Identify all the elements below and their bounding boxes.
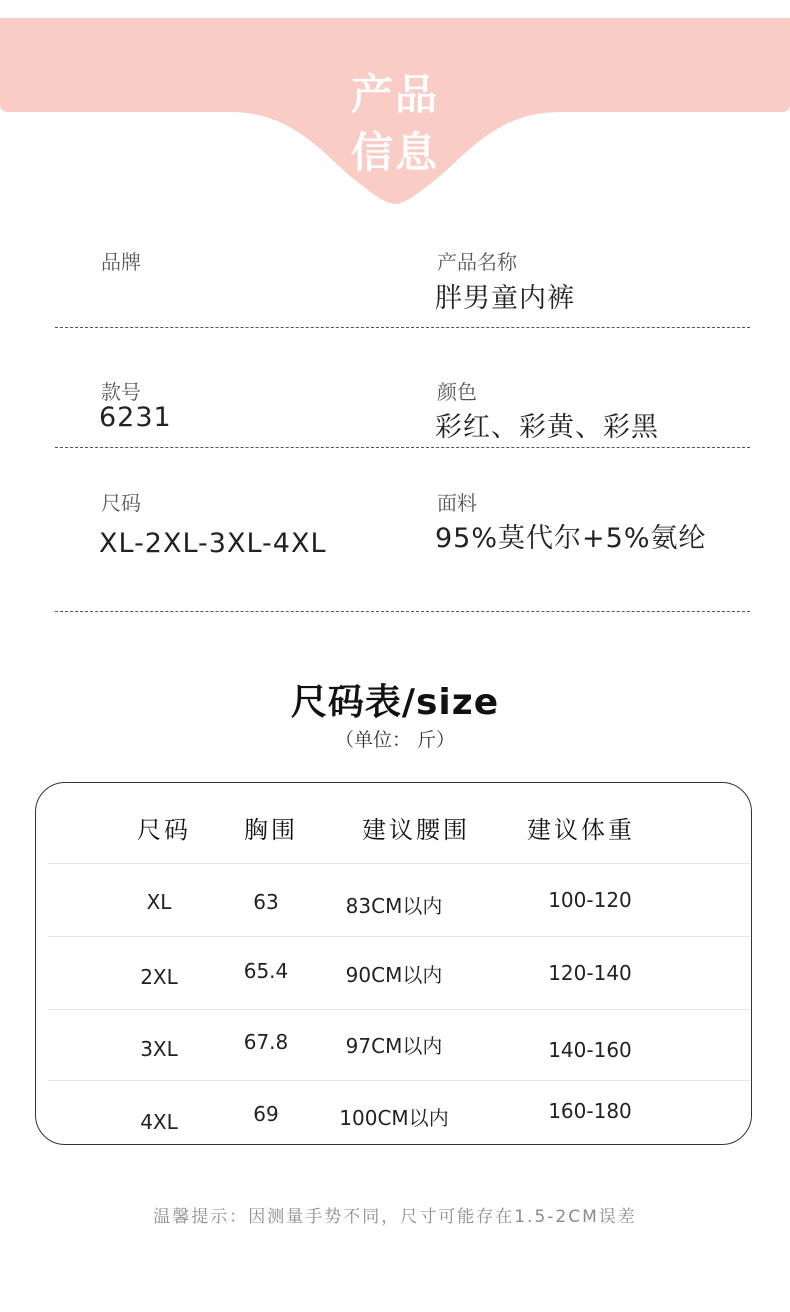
table-cell: 2XL [140,965,178,989]
banner-title-line2: 信息 [350,128,439,177]
table-cell: 65.4 [243,959,289,983]
banner-title-line1: 产品 [350,70,439,119]
table-cell: 4XL [140,1110,178,1134]
row-divider [48,1009,750,1010]
table-cell: 69 [253,1102,279,1126]
color-value: 彩红、彩黄、彩黑 [435,412,659,443]
divider-1 [55,327,750,328]
table-cell: 83CM以内 [345,894,443,918]
table-cell: 100-120 [548,888,632,912]
color-label: 颜色 [437,380,477,404]
table-cell: 120-140 [548,961,632,985]
style-number-value: 6231 [99,402,172,433]
header-waist: 建议腰围 [362,816,470,844]
style-number-label: 款号 [101,380,141,404]
table-cell: 67.8 [243,1030,289,1054]
footer-tip: 温馨提示：因测量手势不同，尺寸可能存在1.5-2CM误差 [153,1207,637,1227]
table-cell: 97CM以内 [345,1034,443,1058]
row-divider [48,1080,750,1081]
table-cell: 100CM以内 [339,1106,449,1130]
row-divider [48,936,750,937]
table-cell: 160-180 [548,1099,632,1123]
size-value: XL-2XL-3XL-4XL [99,528,327,559]
table-cell: 90CM以内 [345,963,443,987]
header-chest: 胸围 [244,816,298,844]
size-chart-unit: （单位： 斤） [334,729,456,751]
row-divider [48,863,750,864]
table-cell: 63 [253,890,279,914]
size-label: 尺码 [101,491,141,515]
table-cell: 140-160 [548,1038,632,1062]
header-size: 尺码 [137,816,191,844]
table-cell: XL [146,890,172,914]
product-name-value: 胖男童内裤 [435,283,575,314]
fabric-value: 95%莫代尔+5%氨纶 [435,523,707,554]
table-cell: 3XL [140,1037,178,1061]
header-weight: 建议体重 [527,816,635,844]
product-name-label: 产品名称 [437,250,517,274]
brand-label: 品牌 [101,250,141,274]
fabric-label: 面料 [437,491,477,515]
size-chart-heading: 尺码表/size [290,682,500,723]
divider-3 [55,611,750,612]
divider-2 [55,447,750,448]
